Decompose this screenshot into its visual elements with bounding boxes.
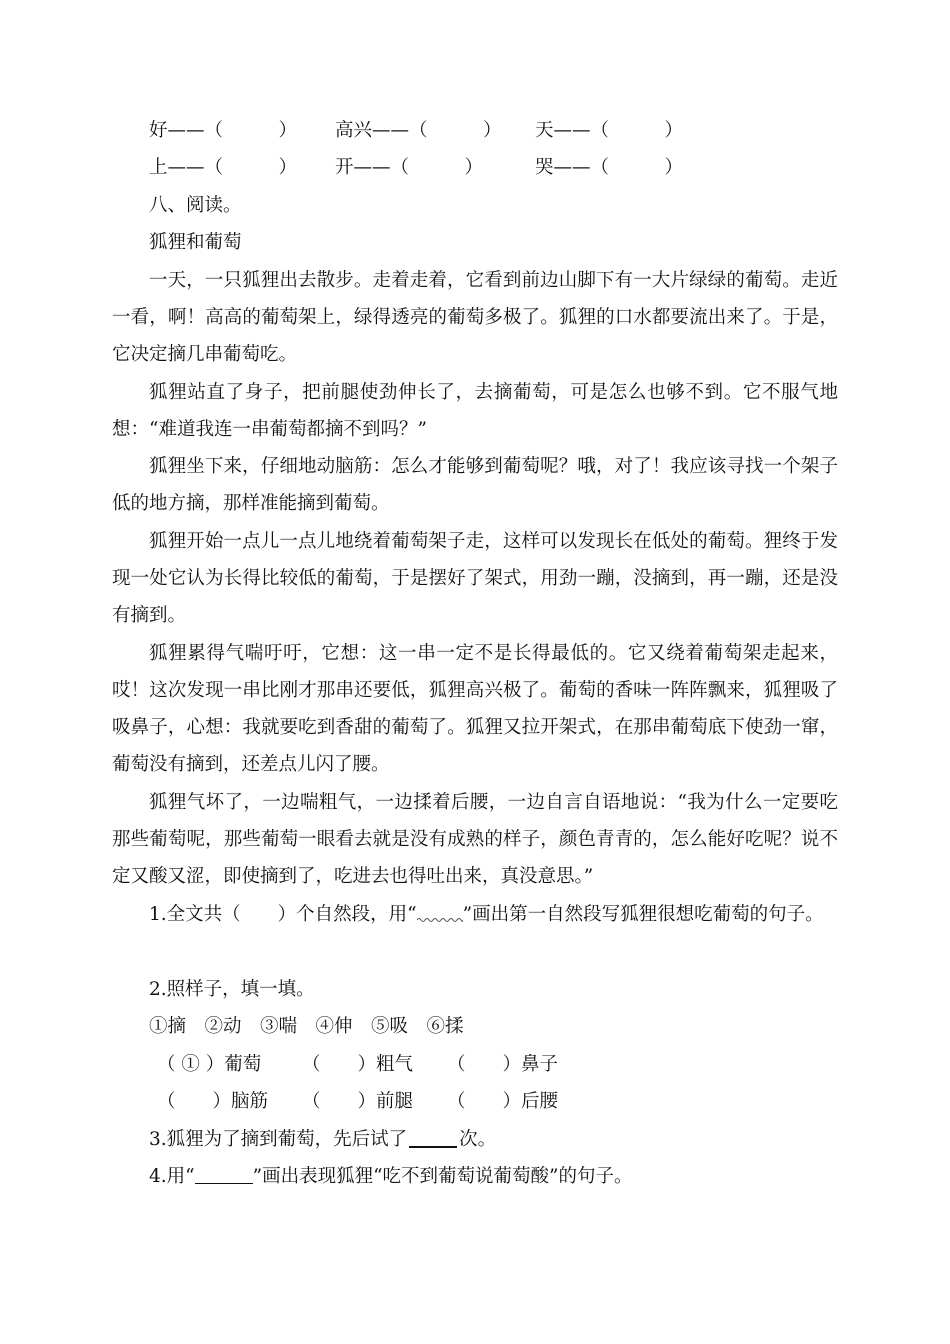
question-2: 2.照样子，填一填。 — [149, 979, 315, 1000]
straight-underline-sample — [195, 1165, 253, 1185]
fill-item: （ ）粗气 — [302, 1054, 414, 1075]
answer-blank[interactable] — [409, 1128, 457, 1149]
antonym-item: 哭——（ ） — [535, 157, 684, 178]
fill-item: （ ）鼻子 — [447, 1054, 559, 1075]
fill-item: （ ）前腿 — [302, 1091, 414, 1112]
story-paragraph-3: 狐狸坐下来，仔细地动脑筋：怎么才能够到葡萄呢？哦，对了！我应该寻找一个架子低的地方摘，那样准能摘到葡萄。 — [112, 456, 838, 514]
wavy-underline-sample — [417, 905, 463, 924]
question-3 — [149, 1121, 496, 1158]
story-paragraph-2: 狐狸站直了身子，把前腿使劲伸长了，去摘葡萄，可是怎么也够不到。它不服气地想：“难道我连一串葡萄都摘不到吗？” — [112, 382, 838, 440]
question-1-text-b: ”画出第一自然段写狐狸很想吃葡萄的句子。 — [462, 904, 824, 925]
fill-item: （ ① ）葡萄 — [157, 1054, 262, 1075]
question-4 — [149, 1158, 633, 1195]
story-paragraph-1: 一天，一只狐狸出去散步。走着走着，它看到前边山脚下有一大片绿绿的葡萄。走近一看，啊！高高的葡萄架上，绿得透亮的葡萄多极了。狐狸的口水都要流出来了。于是，它决定摘几串葡萄吃。 — [112, 270, 838, 365]
section-heading: 八、阅读。 — [149, 195, 242, 216]
question-3-text-a: 3.狐狸为了摘到葡萄，先后试了 — [149, 1129, 408, 1150]
question-1-text-a: 1.全文共（ ）个自然段，用“ — [149, 904, 417, 925]
fill-item: （ ）后腰 — [447, 1091, 559, 1112]
question-3-text-b: 次。 — [459, 1129, 497, 1150]
question-1 — [112, 896, 838, 933]
fill-item: （ ）脑筋 — [157, 1091, 269, 1112]
story-paragraph-4: 狐狸开始一点儿一点儿地绕着葡萄架子走，这样可以发现长在低处的葡萄。狸终于发现一处它认为长得比较低的葡萄，于是摆好了架式，用劲一蹦，没摘到，再一蹦，还是没有摘到。 — [112, 531, 838, 626]
question-2-options: ①摘 ②动 ③喘 ④伸 ⑤吸 ⑥揉 — [149, 1016, 464, 1037]
story-paragraph-6: 狐狸气坏了，一边喘粗气，一边揉着后腰，一边自言自语地说：“我为什么一定要吃那些葡萄呢，那些葡萄一眼看去就是没有成熟的样子，颜色青青的，怎么能好吃呢？说不定又酸又涩，即使摘到了，吃进去也得吐出来，真没意思。” — [112, 792, 838, 887]
story-paragraph-5: 狐狸累得气喘吁吁，它想：这一串一定不是长得最低的。它又绕着葡萄架走起来，哎！这次发现一串比刚才那串还要低，狐狸高兴极了。葡萄的香味一阵阵飘来，狐狸吸了吸鼻子，心想：我就要吃到香甜的葡萄了。狐狸又拉开架式，在那串葡萄底下使劲一窜，葡萄没有摘到，还差点儿闪了腰。 — [112, 643, 838, 775]
antonym-item: 天——（ ） — [535, 120, 684, 141]
question-4-text-a: 4.用“ — [149, 1166, 195, 1187]
antonym-item: 好——（ ） — [149, 120, 298, 141]
antonym-item: 高兴——（ ） — [335, 120, 502, 141]
antonym-item: 上——（ ） — [149, 157, 298, 178]
question-4-text-b: ”画出表现狐狸“吃不到葡萄说葡萄酸”的句子。 — [252, 1166, 633, 1187]
story-title: 狐狸和葡萄 — [149, 232, 242, 253]
antonym-item: 开——（ ） — [335, 157, 484, 178]
